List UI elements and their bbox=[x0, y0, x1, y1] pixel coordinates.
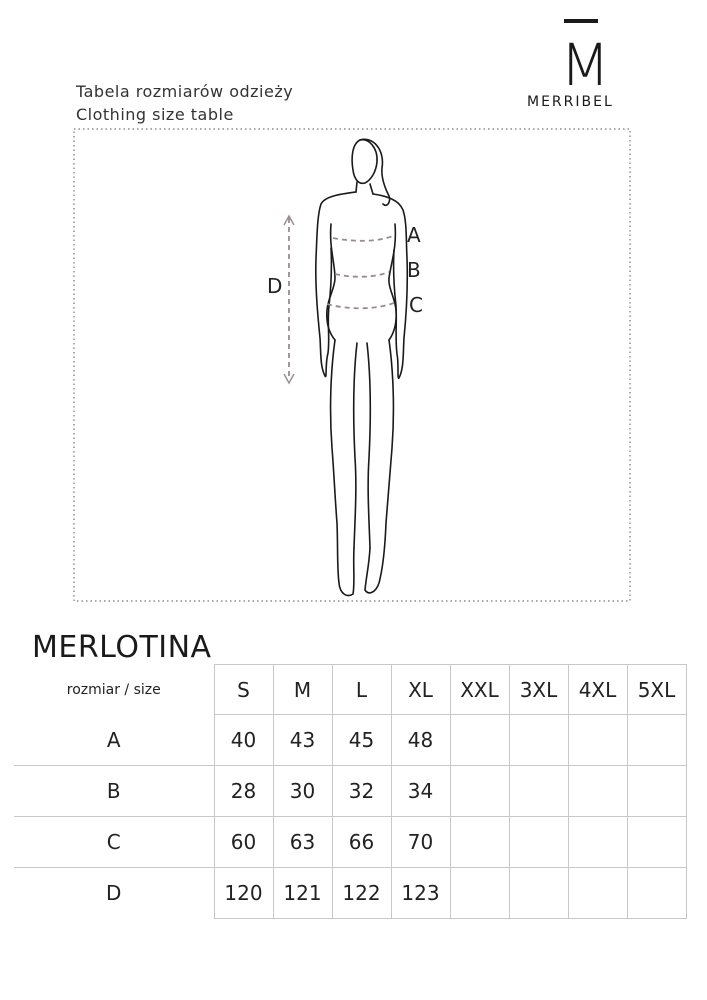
table-cell: 66 bbox=[332, 817, 391, 868]
line-b bbox=[335, 272, 389, 277]
table-cell: 45 bbox=[332, 715, 391, 766]
figure-labels bbox=[267, 223, 423, 317]
table-cell: 70 bbox=[391, 817, 450, 868]
brand-name: MERRIBEL bbox=[527, 94, 614, 110]
title-english: Clothing size table bbox=[76, 105, 234, 124]
size-header: XXL bbox=[450, 665, 509, 715]
table-cell: 48 bbox=[391, 715, 450, 766]
table-cell bbox=[509, 715, 568, 766]
size-header: M bbox=[273, 665, 332, 715]
table-cell bbox=[450, 715, 509, 766]
row-label: B bbox=[14, 766, 214, 817]
body-outline bbox=[316, 139, 407, 595]
table-cell bbox=[450, 766, 509, 817]
table-row bbox=[14, 817, 686, 868]
label-b: B bbox=[407, 258, 421, 282]
label-a: A bbox=[407, 223, 421, 247]
table-cell: 63 bbox=[273, 817, 332, 868]
size-header: L bbox=[332, 665, 391, 715]
measurement-figure bbox=[73, 128, 631, 602]
table-cell bbox=[568, 766, 627, 817]
table-cell bbox=[450, 868, 509, 919]
dotted-frame bbox=[74, 129, 630, 601]
table-cell: 120 bbox=[214, 868, 273, 919]
table-cell: 30 bbox=[273, 766, 332, 817]
label-c: C bbox=[409, 293, 423, 317]
table-cell: 123 bbox=[391, 868, 450, 919]
table-cell bbox=[627, 715, 686, 766]
table-cell: 43 bbox=[273, 715, 332, 766]
table-cell bbox=[568, 817, 627, 868]
table-cell: 28 bbox=[214, 766, 273, 817]
brand-logo bbox=[520, 16, 640, 116]
table-cell bbox=[568, 715, 627, 766]
size-table bbox=[14, 664, 687, 919]
measurement-lines bbox=[289, 218, 396, 380]
size-header: 5XL bbox=[627, 665, 686, 715]
table-row bbox=[14, 766, 686, 817]
table-cell bbox=[509, 868, 568, 919]
row-label: A bbox=[14, 715, 214, 766]
line-c bbox=[327, 302, 396, 308]
label-d: D bbox=[267, 274, 283, 298]
table-header-row bbox=[14, 665, 686, 715]
table-cell: 60 bbox=[214, 817, 273, 868]
table-cell: 122 bbox=[332, 868, 391, 919]
logo-mark: M bbox=[560, 31, 611, 99]
logo-macron bbox=[564, 19, 598, 23]
row-label: C bbox=[14, 817, 214, 868]
table-cell bbox=[509, 766, 568, 817]
table-cell: 32 bbox=[332, 766, 391, 817]
size-header: 4XL bbox=[568, 665, 627, 715]
table-cell bbox=[568, 868, 627, 919]
table-cell bbox=[509, 817, 568, 868]
size-header: 3XL bbox=[509, 665, 568, 715]
table-cell bbox=[450, 817, 509, 868]
table-cell: 40 bbox=[214, 715, 273, 766]
body-figure-svg bbox=[73, 128, 631, 602]
table-row bbox=[14, 868, 686, 919]
title-polish: Tabela rozmiarów odzieży bbox=[76, 82, 294, 101]
product-name: MERLOTINA bbox=[32, 630, 212, 665]
table-cell: 121 bbox=[273, 868, 332, 919]
size-header: XL bbox=[391, 665, 450, 715]
table-cell bbox=[627, 766, 686, 817]
table-cell bbox=[627, 868, 686, 919]
header-label: rozmiar / size bbox=[66, 681, 161, 698]
row-label: D bbox=[14, 868, 214, 919]
line-a bbox=[333, 236, 393, 241]
table-cell bbox=[627, 817, 686, 868]
table-cell: 34 bbox=[391, 766, 450, 817]
table-row bbox=[14, 715, 686, 766]
size-header: S bbox=[214, 665, 273, 715]
